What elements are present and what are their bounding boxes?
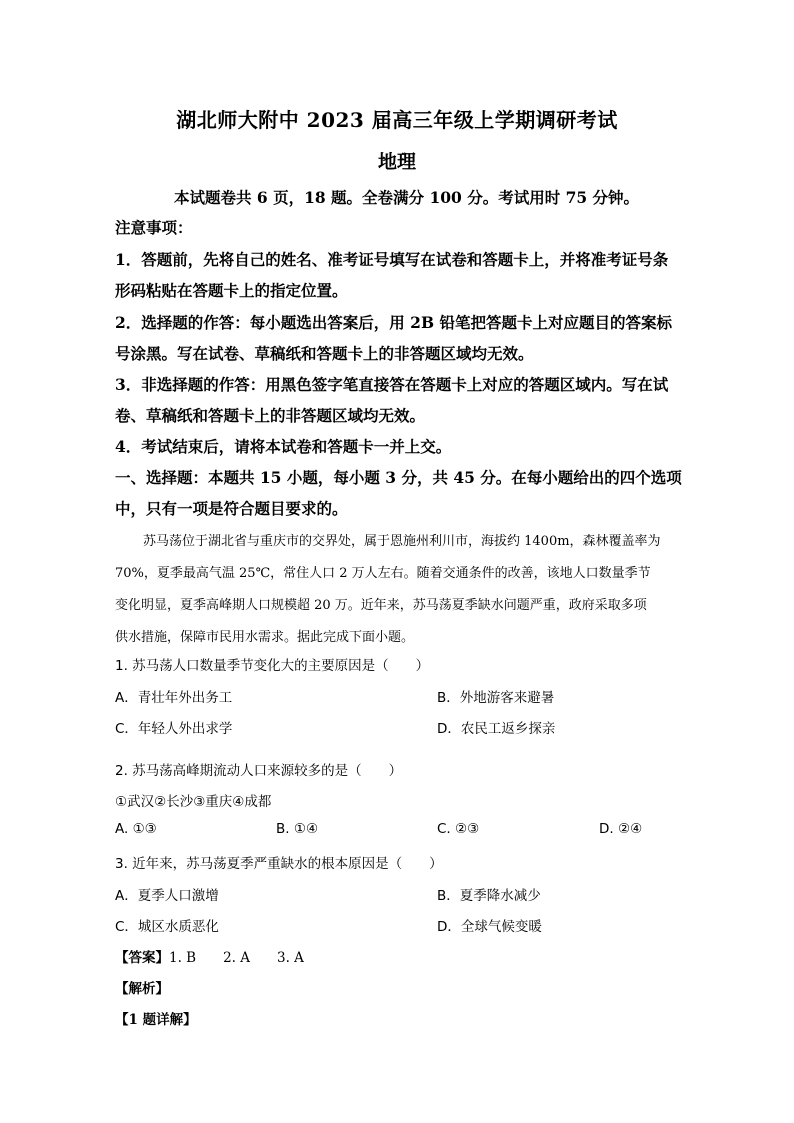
- option-d: D. ②④: [599, 821, 643, 837]
- option-c: C．城区水质恶化: [115, 919, 219, 935]
- option-a: A．青壮年外出务工: [115, 690, 233, 706]
- question-sub-items: ①武汉②长沙③重庆④成都: [115, 794, 272, 810]
- option-b: B．夏季降水减少: [437, 888, 541, 904]
- notice-heading: 注意事项：: [115, 218, 193, 237]
- passage-line: 70%，夏季最高气温 25℃，常住人口 2 万人左右。随着交通条件的改善，该地人口数量季节: [115, 566, 651, 581]
- answer-tag: 【答案】: [115, 950, 169, 966]
- question-stem: 2. 苏马荡高峰期流动人口来源较多的是（ ）: [115, 763, 403, 779]
- passage-line: 苏马荡位于湖北省与重庆市的交界处，属于恩施州利川市，海拔约 1400m，森林覆盖率为: [143, 534, 661, 549]
- option-c: C．年轻人外出求学: [115, 721, 233, 737]
- question-stem: 1. 苏马荡人口数量季节变化大的主要原因是（ ）: [115, 658, 430, 674]
- notice-line: 1．答题前，先将自己的姓名、准考证号填写在试卷和答题卡上，并将准考证号条: [115, 250, 669, 269]
- passage-line: 变化明显，夏季高峰期人口规模超 20 万。近年来，苏马荡夏季缺水问题严重，政府采取多项: [115, 598, 647, 613]
- passage-line: 供水措施，保障市民用水需求。据此完成下面小题。: [115, 630, 415, 645]
- notice-line: 卷、草稿纸和答题卡上的非答题区域均无效。: [115, 406, 426, 425]
- notice-line: 3．非选择题的作答：用黑色签字笔直接答在答题卡上对应的答题区域内。写在试: [115, 375, 669, 394]
- question-stem: 3. 近年来，苏马荡夏季严重缺水的根本原因是（ ）: [115, 856, 443, 872]
- option-a: A．夏季人口激增: [115, 888, 219, 904]
- section-heading: 一、选择题：本题共 15 小题，每小题 3 分，共 45 分。在每小题给出的四个选项: [115, 468, 682, 487]
- notice-line: 号涂黑。写在试卷、草稿纸和答题卡上的非答题区域均无效。: [115, 344, 534, 363]
- analysis-tag: 【解析】: [115, 981, 169, 997]
- answer-values: 1. B 2. A 3. A: [169, 950, 304, 966]
- option-d: D．全球气候变暖: [437, 919, 542, 935]
- notice-line: 4．考试结束后，请将本试卷和答题卡一并上交。: [115, 437, 452, 456]
- answer-line: [115, 946, 304, 966]
- notice-line: 2．选择题的作答：每小题选出答案后，用 2B 铅笔把答题卡上对应题目的答案标: [115, 313, 672, 332]
- exam-title: 湖北师大附中 2023 届高三年级上学期调研考试: [176, 108, 618, 132]
- section-heading: 中，只有一项是符合题目要求的。: [115, 499, 348, 518]
- option-b: B．外地游客来避暑: [437, 690, 555, 706]
- option-a: A. ①③: [115, 821, 157, 837]
- detail-tag: 【1 题详解】: [115, 1012, 197, 1028]
- option-d: D．农民工返乡探亲: [437, 721, 556, 737]
- notice-line: 形码粘贴在答题卡上的指定位置。: [115, 281, 348, 300]
- option-c: C. ②③: [437, 821, 480, 837]
- exam-intro: 本试题卷共 6 页，18 题。全卷满分 100 分。考试用时 75 分钟。: [174, 188, 640, 207]
- subject-title: 地理: [377, 151, 416, 173]
- option-b: B. ①④: [276, 821, 319, 837]
